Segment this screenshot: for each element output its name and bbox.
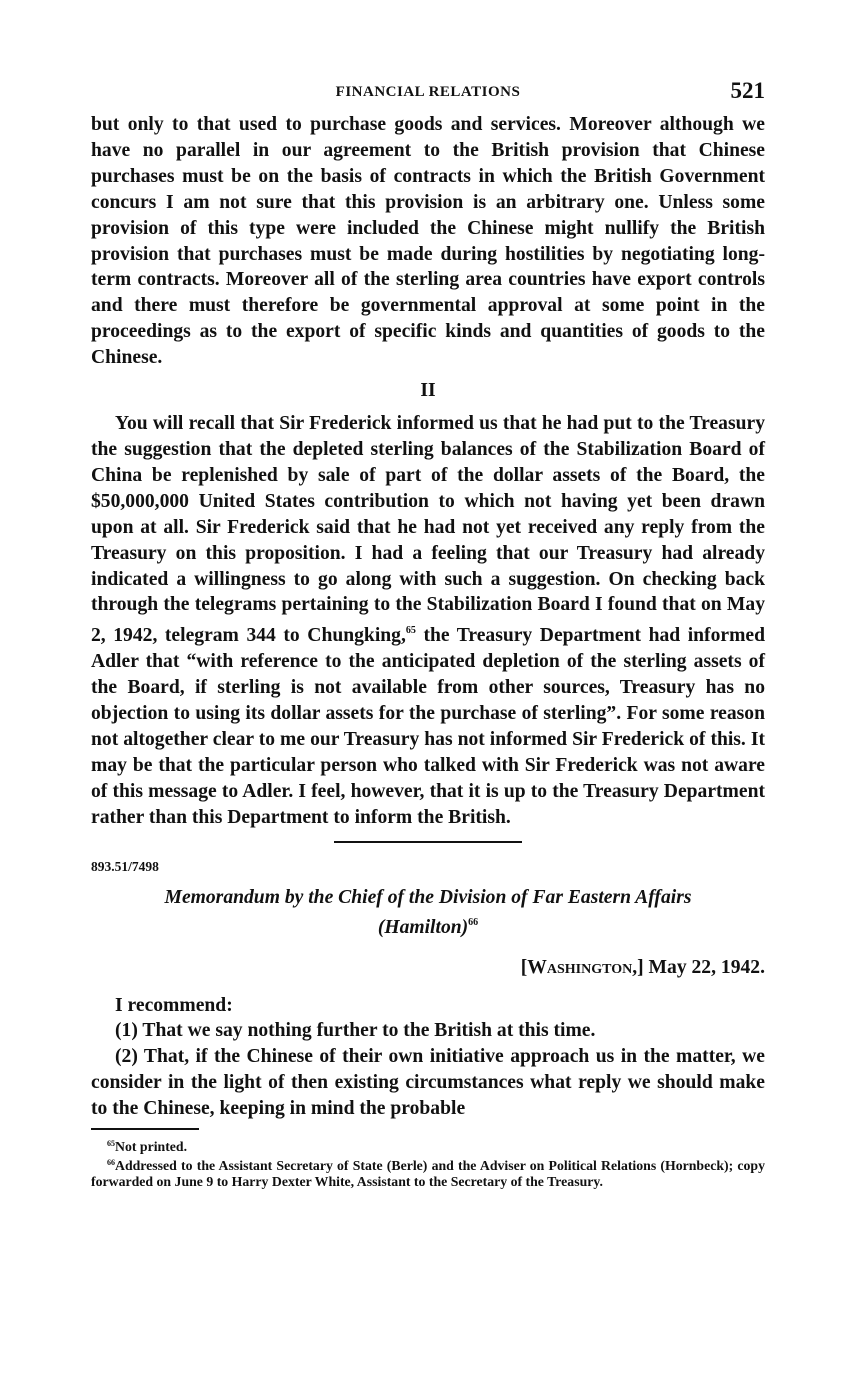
dateline: [Washington,] May 22, 1942.: [520, 956, 765, 978]
running-title: FINANCIAL RELATIONS: [335, 84, 521, 100]
running-head: [91, 78, 765, 112]
paragraph-section-ii-part1: You will recall that Sir Frederick informed us that he had put to the Treasury the suggestion that the depleted sterling balances of the Stabilization Board of China be replenished by sale of part of the dollar assets of the Board, the $50,000,000 United States contribution to which not having yet been drawn upon at all. Sir Frederick said that he had not yet received any reply from the Treasury on this proposition. I had a feeling that our Treasury had already indicated a willingness to go along with such a suggestion. On checking back through the telegrams pertaining to the Stabilization Board I found that on May 2, 1942, telegram 344 to Chungking,: [91, 413, 765, 647]
dateline-date: May 22, 1942.: [643, 956, 765, 978]
memo-author: (Hamilton): [377, 917, 469, 939]
footnote-66: [91, 1155, 765, 1190]
footnote-65-text: Not printed.: [115, 1139, 188, 1155]
recommendation-item-2: (2) That, if the Chinese of their own initiative approach us in the matter, we consider in the light of then existing circumstances what reply we should make to the Chinese, keeping in mind the probable: [91, 1046, 765, 1120]
section-divider: [334, 841, 522, 843]
paragraph-section-ii-part2: the Treasury Department had informed Adler that “with reference to the anticipated depletion of the sterling assets of the Board, if sterling is not available from other sources, Treasury has no objection to using its dollar assets for the purchase of sterling”. For some reason not altogether clear to me our Treasury has not informed Sir Frederick of this. It may be that the particular person who talked with Sir Frederick was not aware of this message to Adler. I feel, however, that it is up to the Treasury Department rather than this Department to inform the British.: [91, 625, 765, 828]
footnote-65-mark: 65: [107, 1139, 115, 1149]
page-number: 521: [730, 78, 765, 103]
recommend-intro: I recommend:: [115, 994, 233, 1016]
memo-title: [91, 885, 765, 941]
footnote-ref-65: 65: [405, 625, 416, 637]
footnote-ref-66: 66: [468, 917, 479, 929]
footnote-66-mark: 66: [107, 1158, 115, 1168]
document-page: [91, 78, 765, 1190]
footnote-66-text: Addressed to the Assistant Secretary of State (Berle) and the Adviser on Political Relations (Hornbeck); copy forwarded on June 9 to Harry Dexter White, Assistant to the Secretary of the Treasury.: [91, 1158, 765, 1190]
memo-title-line2: [91, 910, 765, 941]
paragraph-section-ii: [91, 411, 765, 831]
footnote-65: [91, 1136, 765, 1155]
dateline-place: Washington,: [527, 956, 638, 978]
memo-title-line1: Memorandum by the Chief of the Division of Far Eastern Affairs: [164, 886, 692, 908]
file-number: 893.51/7498: [91, 858, 159, 874]
section-numeral: II: [420, 380, 436, 402]
paragraph-continued: but only to that used to purchase goods and services. Moreover although we have no parallel in our agreement to the British provision that Chinese purchases must be on the basis of contracts in which the British Government concurs I am not sure that this provision is an arbitrary one. Unless some provision of this type were included the Chinese might nullify the British provision that purchases must be made during hostilities by negotiating long-term contracts. Moreover all of the sterling area countries have export controls and there must therefore be governmental approval at some point in the proceedings as to the export of specific kinds and quantities of goods to the Chinese.: [91, 114, 765, 369]
footnote-divider: [91, 1128, 199, 1130]
recommendation-item-1: (1) That we say nothing further to the British at this time.: [115, 1020, 596, 1042]
